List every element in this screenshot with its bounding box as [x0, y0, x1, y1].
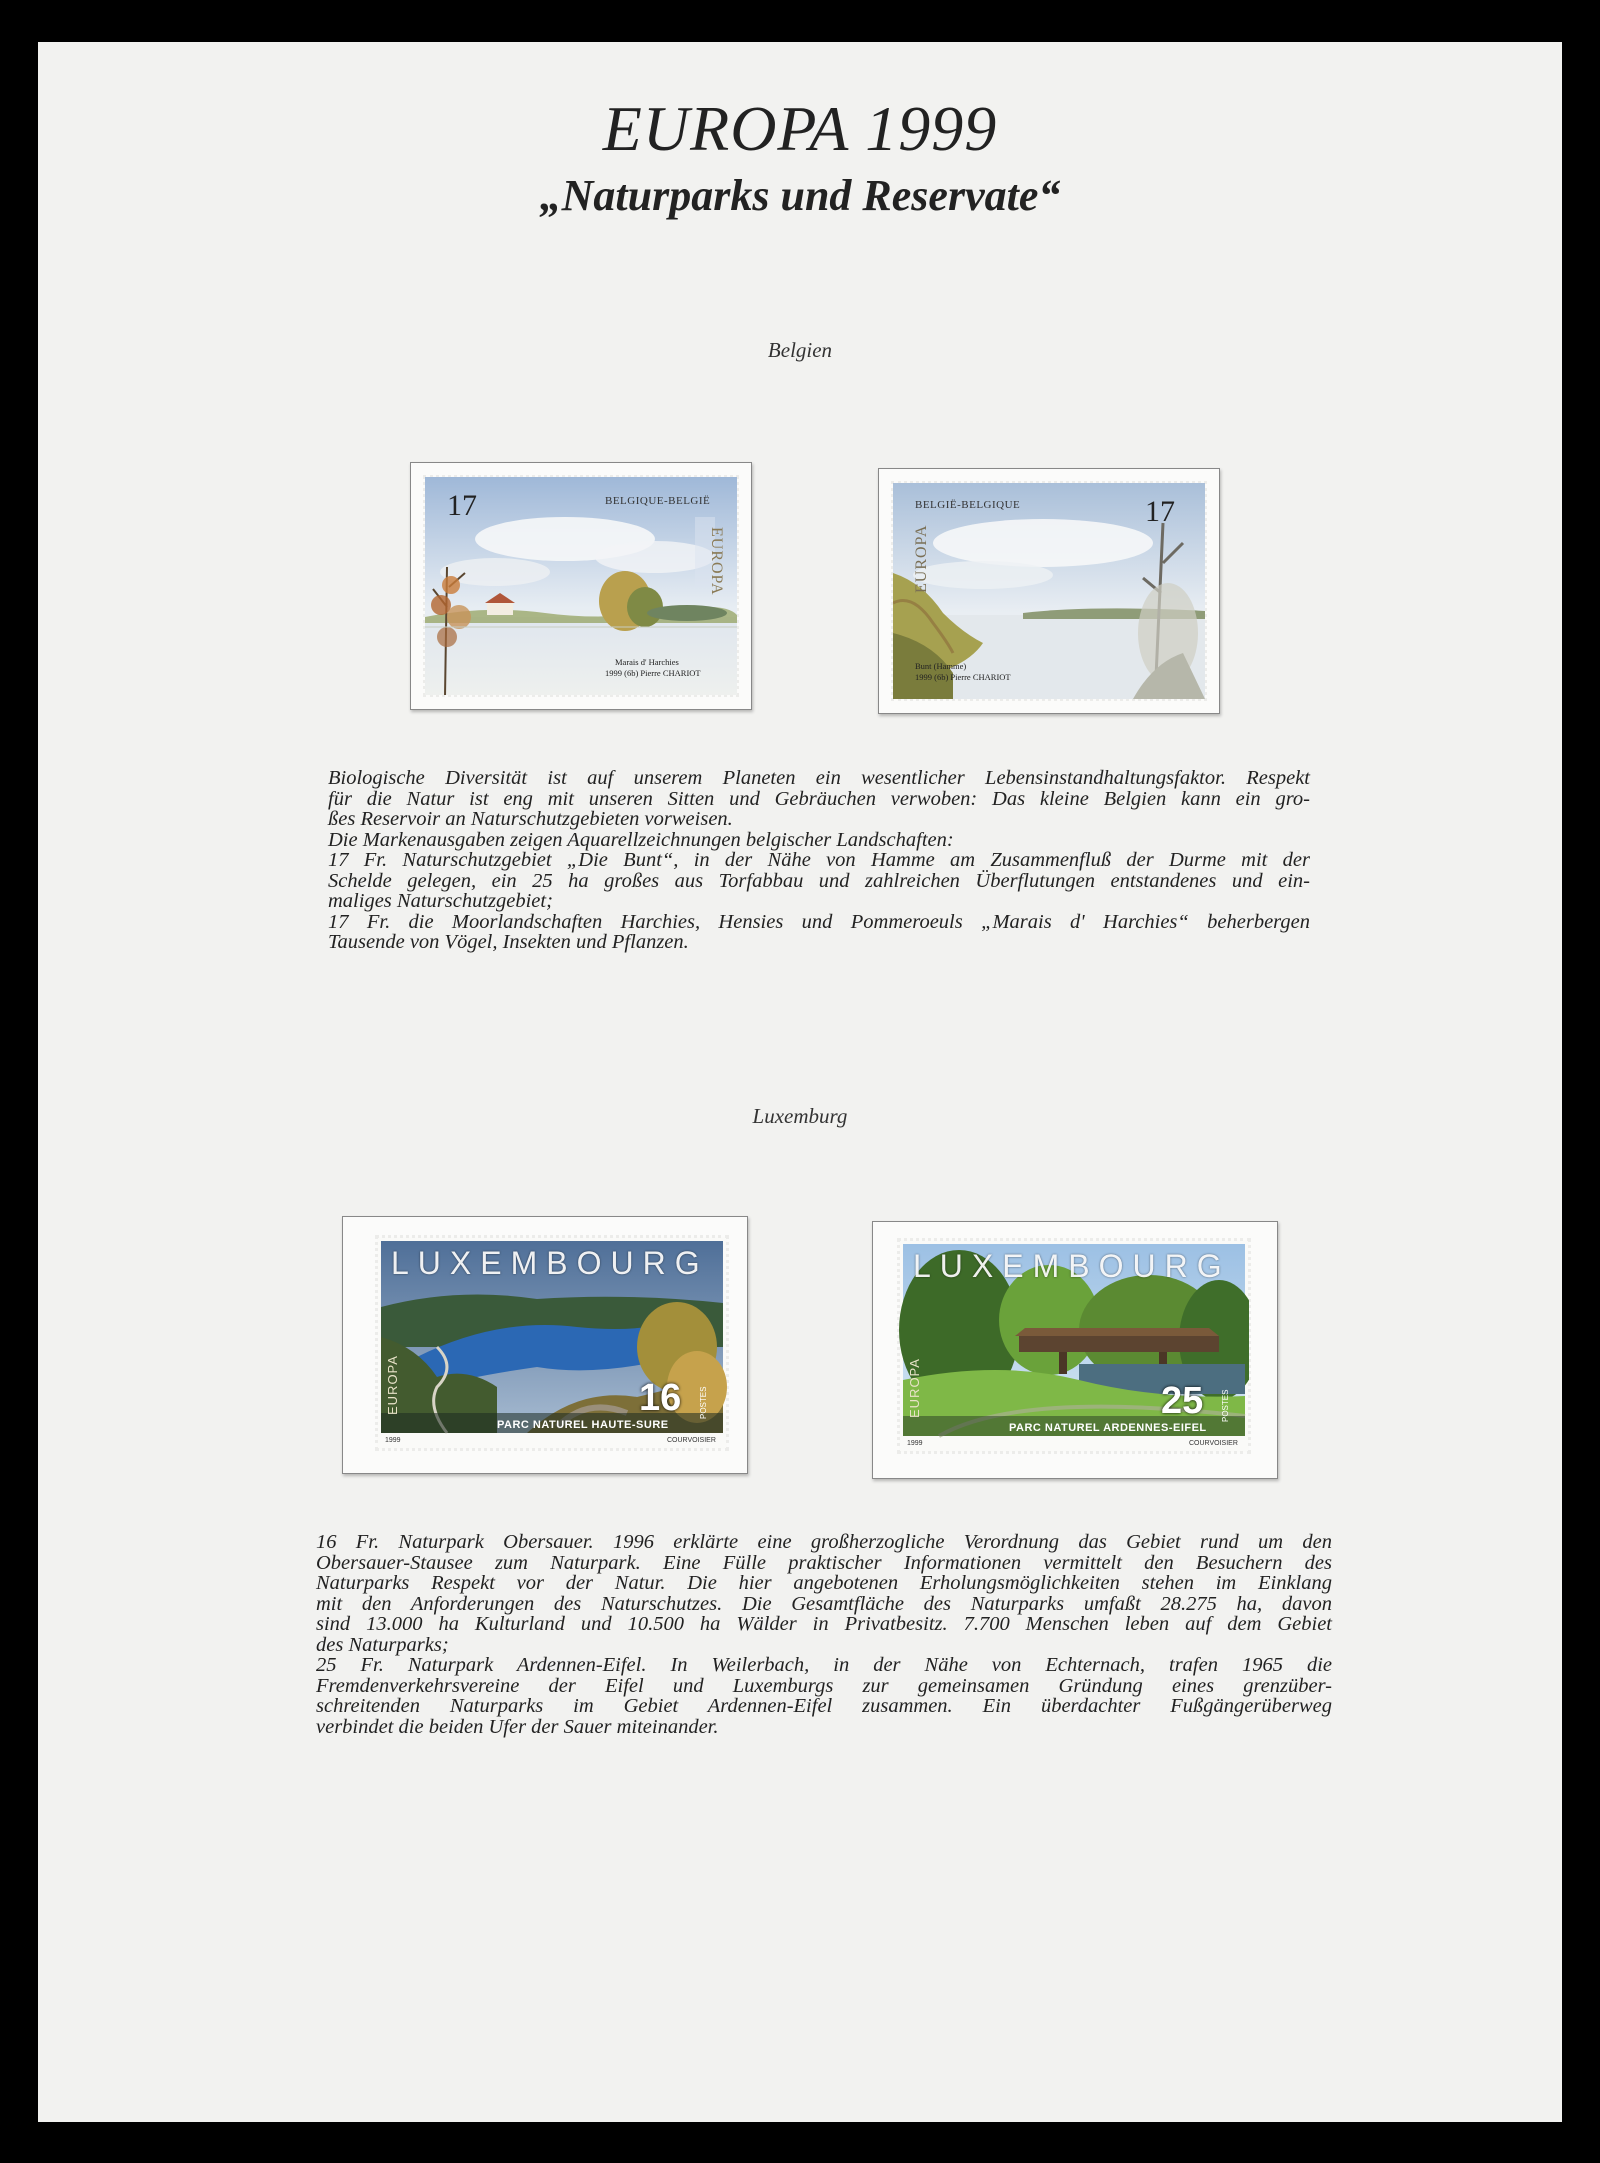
- stamp-value: 17: [447, 489, 477, 522]
- stamp-mount-luxembourg-2: [872, 1221, 1278, 1479]
- stamp-mount-luxembourg-1: [342, 1216, 748, 1474]
- stamp-value: 16: [639, 1377, 682, 1419]
- text-line: Schelde gelegen, ein 25 ha großes aus Torfabbau und zahlreichen Überflutungen entstandenes und ein-: [328, 869, 1310, 892]
- stamp-year: 1999: [907, 1440, 923, 1447]
- section-heading-belgium: Belgien: [767, 338, 833, 362]
- stamp-mount-belgium-2: [878, 468, 1220, 714]
- stamp-postes-label: POSTES: [699, 1386, 708, 1419]
- text-line: Obersauer-Stausee zum Naturpark. Eine Fülle praktischer Informationen vermittelt den Besuchern des: [316, 1551, 1332, 1574]
- text-line: 25 Fr. Naturpark Ardennen-Eifel. In Weilerbach, in der Nähe von Echternach, trafen 1965 die: [316, 1654, 1332, 1676]
- stamp-country: LUXEMBOURG: [913, 1248, 1231, 1284]
- text-line: Biologische Diversität ist auf unserem Planeten ein wesentlicher Lebensinstandhaltungsfaktor. Respekt: [328, 767, 1310, 789]
- text-line: 17 Fr. die Moorlandschaften Harchies, Hensies und Pommeroeuls „Marais d' Harchies“ beherbergen: [328, 910, 1310, 933]
- text-line: sind 13.000 ha Kulturland und 10.500 ha Wälder in Privatbesitz. 7.700 Menschen leben auf dem Gebiet: [316, 1613, 1332, 1635]
- text-line: verbindet die beiden Ufer der Sauer miteinander.: [316, 1715, 719, 1738]
- belgium-description: [328, 768, 1310, 953]
- stamp-postes-label: POSTES: [1221, 1389, 1230, 1422]
- text-line: des Naturparks;: [316, 1633, 449, 1656]
- stamp-luxembourg-haute-sure: [377, 1237, 727, 1449]
- stamp-belgium-bunt-hamme: [893, 483, 1205, 699]
- stamp-country: BELGIË-BELGIQUE: [915, 499, 1021, 511]
- stamp-value: 25: [1161, 1380, 1204, 1422]
- text-line: Die Markenausgaben zeigen Aquarellzeichnungen belgischer Landschaften:: [328, 828, 954, 851]
- stamp-caption-title: Marais d' Harchies: [615, 657, 679, 667]
- page-title: EUROPA 1999: [602, 93, 998, 164]
- europa-logo: EUROPA: [913, 524, 930, 593]
- stamp-luxembourg-ardennes-eifel: [899, 1240, 1249, 1452]
- page-subtitle: „Naturparks und Reservate“: [539, 171, 1061, 220]
- stamp-year: 1999: [385, 1437, 401, 1444]
- stamp-park-name: PARC NATUREL HAUTE-SURE: [497, 1419, 669, 1431]
- text-line: Fremdenverkehrsvereine der Eifel und Luxemburgs zur gemeinsamen Gründung eines grenzüber-: [316, 1674, 1332, 1697]
- stamp-belgium-marais-harchies: [425, 477, 737, 695]
- stamp-caption-artist: 1999 (6b) Pierre CHARIOT: [915, 672, 1011, 682]
- text-line: Tausende von Vögel, Insekten und Pflanzen.: [328, 931, 689, 953]
- text-line: Naturparks Respekt vor der Natur. Die hier angebotenen Erholungsmöglichkeiten stehen im Einklang: [316, 1572, 1332, 1594]
- text-line: mit den Anforderungen des Naturschutzes. Die Gesamtfläche des Naturparks umfaßt 28.275 ha, davon: [316, 1592, 1332, 1615]
- europa-logo: EUROPA: [907, 1358, 922, 1418]
- stamp-country: BELGIQUE-BELGIË: [605, 495, 711, 507]
- text-line: 17 Fr. Naturschutzgebiet „Die Bunt“, in der Nähe von Hamme am Zusammenfluß der Durme mit der: [328, 849, 1310, 871]
- stamp-caption-artist: 1999 (6b) Pierre CHARIOT: [605, 668, 701, 678]
- stamp-printer: COURVOISIER: [667, 1437, 716, 1444]
- luxembourg-description: [316, 1532, 1332, 1737]
- text-line: ßes Reservoir an Naturschutzgebieten vorweisen.: [328, 808, 733, 830]
- europa-logo: EUROPA: [385, 1355, 400, 1415]
- stamp-caption-title: Bunt (Hamme): [915, 661, 967, 671]
- text-line: schreitenden Naturparks im Gebiet Ardennen-Eifel zusammen. Ein überdachter Fußgängerüberweg: [316, 1695, 1332, 1717]
- stamp-country: LUXEMBOURG: [391, 1245, 709, 1281]
- section-heading-luxembourg: Luxemburg: [752, 1104, 848, 1128]
- text-line: 16 Fr. Naturpark Obersauer. 1996 erklärte eine großherzogliche Verordnung das Gebiet rund um den: [316, 1531, 1332, 1553]
- text-line: maliges Naturschutzgebiet;: [328, 890, 553, 912]
- europa-logo: EUROPA: [708, 527, 725, 596]
- stamp-value: 17: [1145, 495, 1175, 528]
- album-page: [38, 42, 1562, 2122]
- text-line: für die Natur ist eng mit unseren Sitten und Gebräuchen verwoben: Das kleine Belgien kann ein gro-: [328, 787, 1310, 810]
- stamp-mount-belgium-1: [410, 462, 752, 710]
- stamp-printer: COURVOISIER: [1189, 1440, 1238, 1447]
- stamp-park-name: PARC NATUREL ARDENNES-EIFEL: [1009, 1422, 1207, 1434]
